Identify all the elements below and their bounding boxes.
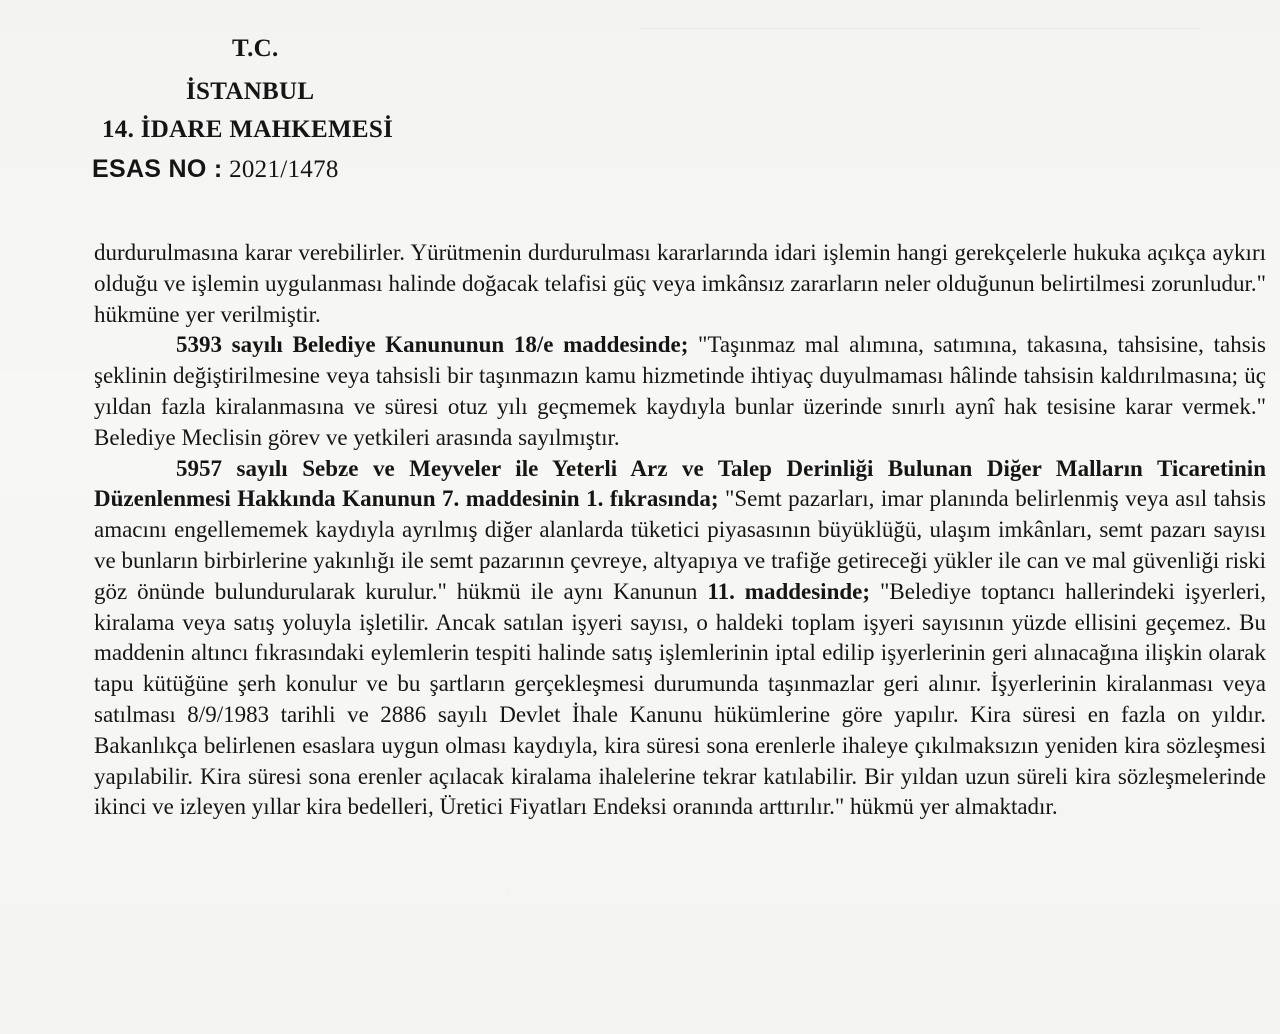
- case-number: [92, 155, 339, 184]
- paragraph-2-heading: 5393 sayılı Belediye Kanununun 18/e maddesinde;: [176, 332, 689, 358]
- paragraph-3: [94, 454, 1266, 824]
- scan-artifact: [640, 8, 1200, 29]
- paragraph-3-text: "Semt pazarları, imar planında belirlenmiş veya asıl tahsis amacını engellememek kaydıyla ayrılmış diğer alanlarda tüketici piyasasının büyüklüğü, ulaşım imkânları, semt pazarı sayısı ve bunların birbirlerine yakınlığı ile semt pazarının çevreye, altyapıya ve trafiğe getireceği yükler ile can ve mal güvenliği riski göz önünde bulundurularak kurulur." hükmü ile aynı Kanunun: [94, 486, 1267, 604]
- paragraph-2: [94, 330, 1266, 453]
- paragraph-1-text: durdurulmasına karar verebilirler. Yürütmenin durdurulması kararlarında idari işlemin hangi gerekçelerle hukuka açıkça aykırı olduğu ve işlemin uygulanması halinde doğacak telafisi güç veya imkânsız zararların neler olduğunun belirtilmesi zorunludur." hükmüne yer verilmiştir.: [94, 240, 1266, 327]
- case-number-value: 2021/1478: [229, 156, 339, 183]
- paragraph-2-text: "Taşınmaz mal alımına, satımına, takasına, tahsisine, tahsis şeklinin değiştirilmesine veya tahsisli bir taşınmazın kamu hizmetinde ihtiyaç duyulmaması hâlinde tahsisin kaldırılmasına; üç yıldan fazla kiralanmasına ve süresi otuz yılı geçmemek kaydıyla bunlar üzerinde sınırlı aynî hak tesisine karar vermek." Belediye Meclisin görev ve yetkileri arasında sayılmıştır.: [94, 332, 1266, 450]
- header-court-name: 14. İDARE MAHKEMESİ: [102, 116, 394, 143]
- case-number-label: ESAS NO :: [92, 155, 223, 183]
- paragraph-1: [94, 238, 1266, 330]
- paragraph-3-text-continued: "Belediye toptancı hallerindeki işyerleri, kiralama veya satış yoluyla işletilir. Ancak satılan işyeri sayısı, o haldeki toplam işyeri sayısının yüzde ellisini geçemez. Bu maddenin altıncı fıkrasındaki eylemlerin tespiti halinde satış işlemlerinin iptal edilip işyerlerinin geri alınacağına ilişkin olarak tapu kütüğüne şerh konulur ve bu şartların gerçekleşmesi durumunda taşınmazlar geri alınır. İşyerlerinin kiralanması veya satılması 8/9/1983 tarihli ve 2886 sayılı Devlet İhale Kanunu hükümlerine göre yapılır. Kira süresi en fazla on yıldır. Bakanlıkça belirlenen esaslara uygun olması kaydıyla, kira süresi sona erenlerle ihaleye çıkılmaksızın yeniden kira sözleşmesi yapılabilir. Kira süresi sona erenler açılacak kiralama ihalelerine tekrar katılabilir. Bir yıldan uzun süreli kira sözleşmelerinde ikinci ve izleyen yıllar kira bedelleri, Üretici Fiyatları Endeksi oranında arttırılır." hükmü yer almaktadır.: [94, 578, 1266, 820]
- paragraph-3-heading: 5957 sayılı Sebze ve Meyveler ile Yeterli Arz ve Talep Derinliği Bulunan Diğer Malların Ticaretinin Düzenlenmesi Hakkında Kanunun 7. maddesinin 1. fıkrasında;: [94, 455, 1266, 512]
- document-body: [94, 238, 1266, 823]
- paragraph-3-subheading: 11. maddesinde;: [707, 578, 871, 604]
- header-city: İSTANBUL: [186, 78, 315, 105]
- header-tc: T.C.: [232, 35, 279, 62]
